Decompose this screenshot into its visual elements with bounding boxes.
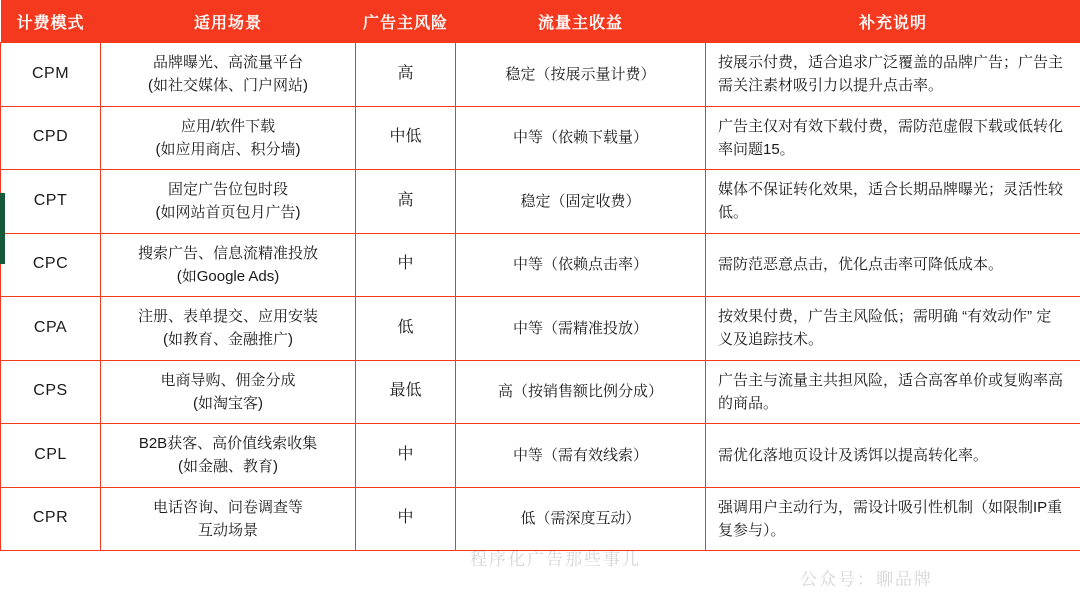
table-row xyxy=(1,233,1080,297)
cell-scene-line1: 固定广告位包时段 xyxy=(167,181,288,198)
cell-scene xyxy=(101,43,356,107)
table-row xyxy=(1,106,1080,170)
cell-scene xyxy=(101,170,356,234)
cell-income: 低（需深度互动） xyxy=(456,487,706,551)
cell-scene xyxy=(101,360,356,424)
cell-note: 按展示付费，适合追求广泛覆盖的品牌广告；广告主需关注素材吸引力以提升点击率。 xyxy=(706,43,1080,107)
cell-mode: CPD xyxy=(1,106,101,170)
cell-income: 中等（需精准投放） xyxy=(456,297,706,361)
header-cell-mode: 计费模式 xyxy=(1,0,101,43)
cell-scene-line1: 应用/软件下载 xyxy=(180,117,276,135)
table-row xyxy=(1,360,1080,424)
cell-risk: 中 xyxy=(356,424,456,488)
cell-note: 广告主与流量主共担风险，适合高客单价或复购率高的商品。 xyxy=(706,360,1080,424)
cell-scene xyxy=(101,487,356,551)
cell-income: 稳定（固定收费） xyxy=(456,170,706,234)
cell-scene-line1: 电话咨询、问卷调查等 xyxy=(152,498,303,516)
cell-scene-line2: (如金融、教育) xyxy=(178,458,278,476)
cell-note: 需优化落地页设计及诱饵以提高转化率。 xyxy=(706,424,1080,488)
cell-scene-line2: (如应用商店、积分墙) xyxy=(155,140,301,158)
cell-mode: CPC xyxy=(1,233,101,297)
cell-scene xyxy=(101,424,356,488)
cell-income: 稳定（按展示量计费） xyxy=(456,43,706,107)
header-cell-risk: 广告主风险 xyxy=(356,0,456,43)
cell-mode: CPM xyxy=(1,43,101,107)
cell-scene-line1: 搜索广告、信息流精准投放 xyxy=(137,244,318,262)
cell-scene-line1: 品牌曝光、高流量平台 xyxy=(152,54,303,71)
cell-scene-line1: B2B获客、高价值线索收集 xyxy=(138,435,318,452)
cell-risk: 低 xyxy=(356,297,456,361)
cell-note: 广告主仅对有效下载付费，需防范虚假下载或低转化率问题15。 xyxy=(706,106,1080,170)
cell-risk: 高 xyxy=(356,43,456,107)
cell-scene-line2: (如淘宝客) xyxy=(193,394,263,412)
table-row xyxy=(1,487,1080,551)
table-body xyxy=(1,43,1080,551)
row-highlight-marker xyxy=(0,193,5,264)
cell-mode: CPT xyxy=(1,170,101,234)
cell-income: 中等（需有效线索） xyxy=(456,424,706,488)
cell-risk: 中低 xyxy=(356,106,456,170)
table-row xyxy=(1,170,1080,234)
cell-scene-line2: 互动场景 xyxy=(197,521,258,539)
cell-income: 中等（依赖下载量） xyxy=(456,106,706,170)
header-cell-income: 流量主收益 xyxy=(456,0,706,43)
header-cell-scene: 适用场景 xyxy=(101,0,356,43)
cell-mode: CPA xyxy=(1,297,101,361)
cell-note: 需防范恶意点击，优化点击率可降低成本。 xyxy=(706,233,1080,297)
cell-scene-line2: (如Google Ads) xyxy=(176,267,280,285)
cell-mode: CPR xyxy=(1,487,101,551)
table-row xyxy=(1,424,1080,488)
watermark-text-secondary: 公众号：聊品牌 xyxy=(800,570,933,589)
cell-scene xyxy=(101,233,356,297)
cell-note: 媒体不保证转化效果，适合长期品牌曝光；灵活性较低。 xyxy=(706,170,1080,234)
table-header-row xyxy=(1,0,1080,43)
cell-note: 按效果付费，广告主风险低；需明确 “有效动作” 定义及追踪技术。 xyxy=(706,297,1080,361)
watermark-text-primary: 程序化广告那些事儿 xyxy=(470,550,641,569)
table-header xyxy=(1,0,1080,43)
cell-scene xyxy=(101,297,356,361)
cell-risk: 最低 xyxy=(356,360,456,424)
cell-income: 中等（依赖点击率） xyxy=(456,233,706,297)
cell-scene-line2: (如网站首页包月广告) xyxy=(155,204,301,222)
cell-income: 高（按销售额比例分成） xyxy=(456,360,706,424)
cell-scene-line1: 电商导购、佣金分成 xyxy=(160,371,296,389)
cell-mode: CPS xyxy=(1,360,101,424)
cell-scene-line2: (如社交媒体、门户网站) xyxy=(148,77,308,95)
header-cell-note: 补充说明 xyxy=(706,0,1080,43)
table-row xyxy=(1,297,1080,361)
cell-scene xyxy=(101,106,356,170)
cell-note: 强调用户主动行为，需设计吸引性机制（如限制IP重复参与）。 xyxy=(706,487,1080,551)
table-row xyxy=(1,43,1080,107)
cell-risk: 中 xyxy=(356,487,456,551)
cell-risk: 高 xyxy=(356,170,456,234)
cell-mode: CPL xyxy=(1,424,101,488)
cell-scene-line2: (如教育、金融推广) xyxy=(163,331,293,349)
cell-scene-line1: 注册、表单提交、应用安装 xyxy=(137,308,318,325)
cell-risk: 中 xyxy=(356,233,456,297)
